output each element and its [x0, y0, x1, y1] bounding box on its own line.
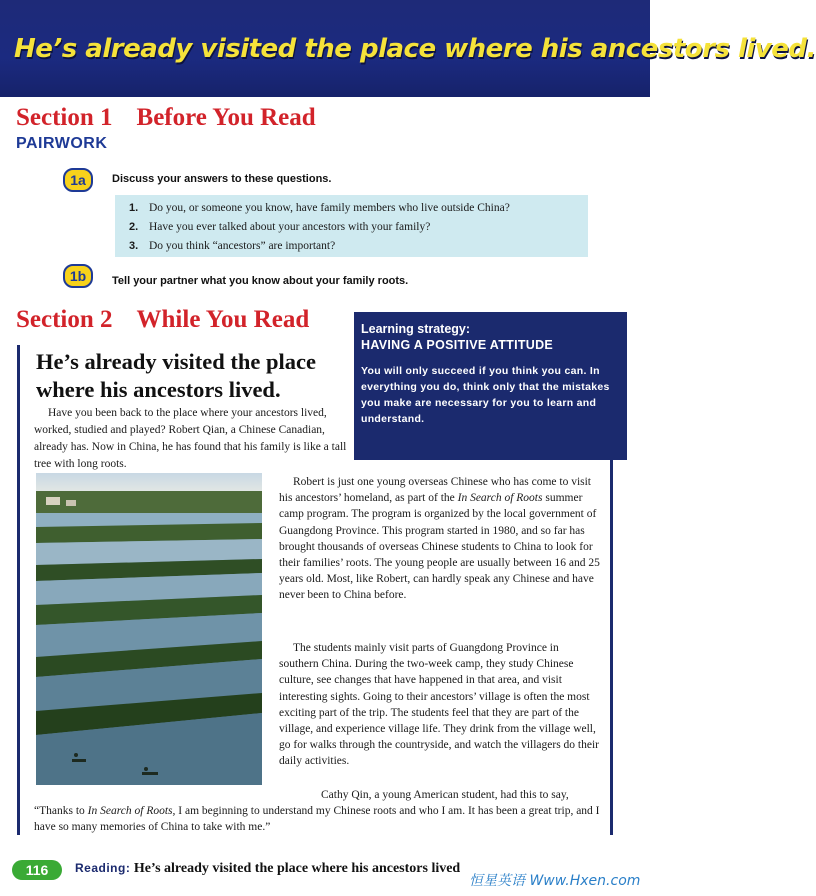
- footer-section: Reading:: [75, 861, 131, 875]
- section-1-heading: [16, 104, 316, 132]
- strategy-body: You will only succeed if you think you can. In everything you do, think only that the mistakes you make are necessary for you to learn and understand.: [361, 365, 610, 425]
- footer-title: He’s already visited the place where his ancestors lived: [133, 861, 461, 876]
- activity-1b-badge: 1b: [63, 264, 93, 288]
- village-photo: [36, 473, 262, 785]
- section-2-label: Section 2: [16, 306, 113, 333]
- section-2-heading: [16, 306, 309, 334]
- section-1-label: Section 1: [16, 104, 113, 131]
- question-box: [115, 195, 588, 257]
- title-banner: [0, 0, 816, 97]
- article-paragraph-2: The students mainly visit parts of Guangdong Province in southern China. During the two-week camp, they study Chinese culture, see changes that have happened in that area, and visit interesting sights. Going to their ancestors’ village is often the most exciting part of the trip. The students feel that they are part of the village, and experience village life. They drink from the village well, go for walks through the countryside, and watch the villagers do their daily activities.: [279, 642, 600, 768]
- question-item: 1. Do you, or someone you know, have family members who live outside China?: [129, 202, 510, 214]
- program-name: In Search of Roots: [457, 492, 543, 505]
- page-number: 116: [12, 860, 62, 880]
- article-intro: Have you been back to the place where your ancestors lived, worked, studied and played? Robert Qian, a Chinese Canadian, already has. Now in China, he has found that his family is like a tall tree with long roots.: [34, 407, 347, 470]
- quote-intro: Cathy Qin, a young American student, had this to say,: [321, 789, 569, 801]
- activity-1b-instruction: Tell your partner what you know about your family roots.: [112, 275, 409, 287]
- pairwork-label: PAIRWORK: [16, 135, 108, 152]
- section-2-title: While You Read: [136, 306, 310, 333]
- article-paragraph-1: Robert is just one young overseas Chinese who has come to visit his ancestors’ homeland, as part of the In Search of Roots summer camp program. The program is organized by the local government of Guangdong Province. This program started in 1980, and so far has brought thousands of overseas Chinese students to China to look for their families’ roots. The young people are usually between 16 and 25 years old. Most, like Robert, can hardly speak any Chinese and have never been to China before.: [279, 476, 600, 602]
- learning-strategy-box: [354, 312, 627, 460]
- article-title: He’s already visited the place where his ancestors lived.: [36, 349, 316, 402]
- article-paragraph-3: Cathy Qin, a young American student, had this to say, “Thanks to In Search of Roots, I am beginning to understand my Chinese roots and who I am. It has been a great trip, and I have so many memories of China to take with me.”: [34, 787, 612, 836]
- fish-ponds-landscape-image: [36, 473, 262, 785]
- activity-1a-badge: 1a: [63, 168, 93, 192]
- watermark: 恒星英语 Www.Hxen.com: [469, 873, 641, 889]
- footer-caption: [75, 861, 460, 877]
- question-item: 3. Do you think “ancestors” are important?: [129, 240, 336, 252]
- strategy-subtitle: HAVING A POSITIVE ATTITUDE: [361, 338, 554, 352]
- strategy-title: Learning strategy:: [361, 322, 471, 336]
- section-1-title: Before You Read: [136, 104, 316, 131]
- program-name: In Search of Roots,: [87, 805, 176, 818]
- activity-1a-instruction: Discuss your answers to these questions.: [112, 173, 332, 185]
- banner-title: He’s already visited the place where his ancestors lived.: [14, 34, 816, 64]
- question-item: 2. Have you ever talked about your ancestors with your family?: [129, 221, 431, 233]
